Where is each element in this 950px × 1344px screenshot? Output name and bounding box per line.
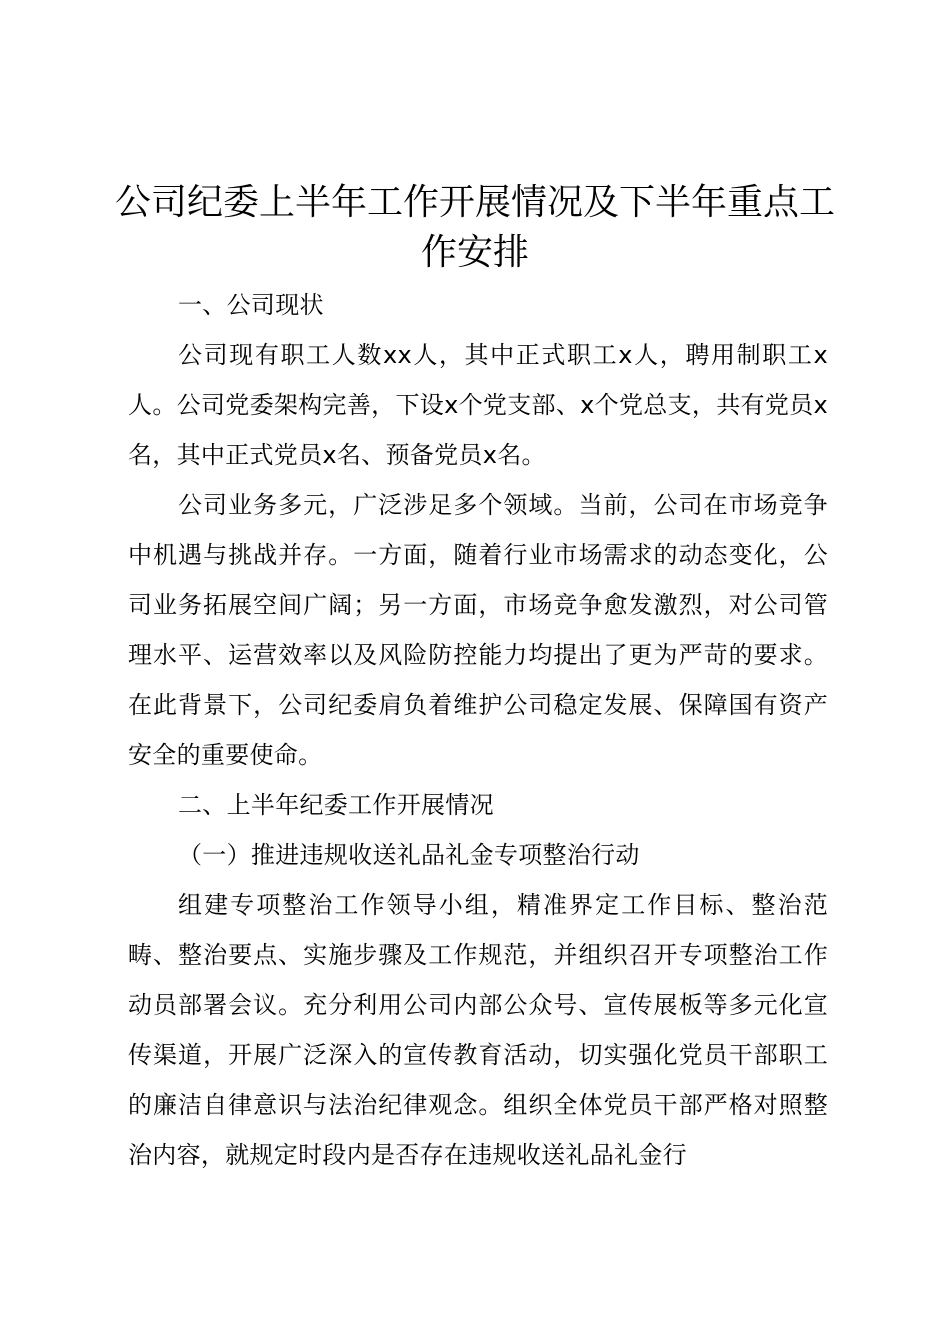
- document-body: [128, 280, 828, 1180]
- paragraph-business-overview: 公司业务多元，广泛涉足多个领域。当前，公司在市场竞争中机遇与挑战并存。一方面，随着行业市场需求的动态变化，公司业务拓展空间广阔；另一方面，市场竞争愈发激烈，对公司管理水平、运营效率以及风险防控能力均提出了更为严苛的要求。在此背景下，公司纪委肩负着维护公司稳定发展、保障国有资产安全的重要使命。: [128, 491, 828, 769]
- section-heading-company-status: 一、公司现状: [178, 291, 324, 319]
- paragraph-rectification-details: 组建专项整治工作领导小组，精准界定工作目标、整治范畴、整治要点、实施步骤及工作规范，并组织召开专项整治工作动员部署会议。充分利用公司内部公众号、宣传展板等多元化宣传渠道，开展广泛深入的宣传教育活动，切实强化党员干部职工的廉洁自律意识与法治纪律观念。组织全体党员干部严格对照整治内容，就规定时段内是否存在违规收送礼品礼金行: [128, 891, 828, 1169]
- document-title: 公司纪委上半年工作开展情况及下半年重点工作安排: [114, 182, 835, 273]
- paragraph-staff-overview: 公司现有职工人数xx人，其中正式职工x人，聘用制职工x人。公司党委架构完善，下设x个党支部、x个党总支，共有党员x名，其中正式党员x名、预备党员x名。: [128, 341, 828, 469]
- subsection-heading-gift-rectification: （一）推进违规收送礼品礼金专项整治行动: [178, 841, 640, 869]
- section-heading-first-half-work: 二、上半年纪委工作开展情况: [178, 791, 494, 819]
